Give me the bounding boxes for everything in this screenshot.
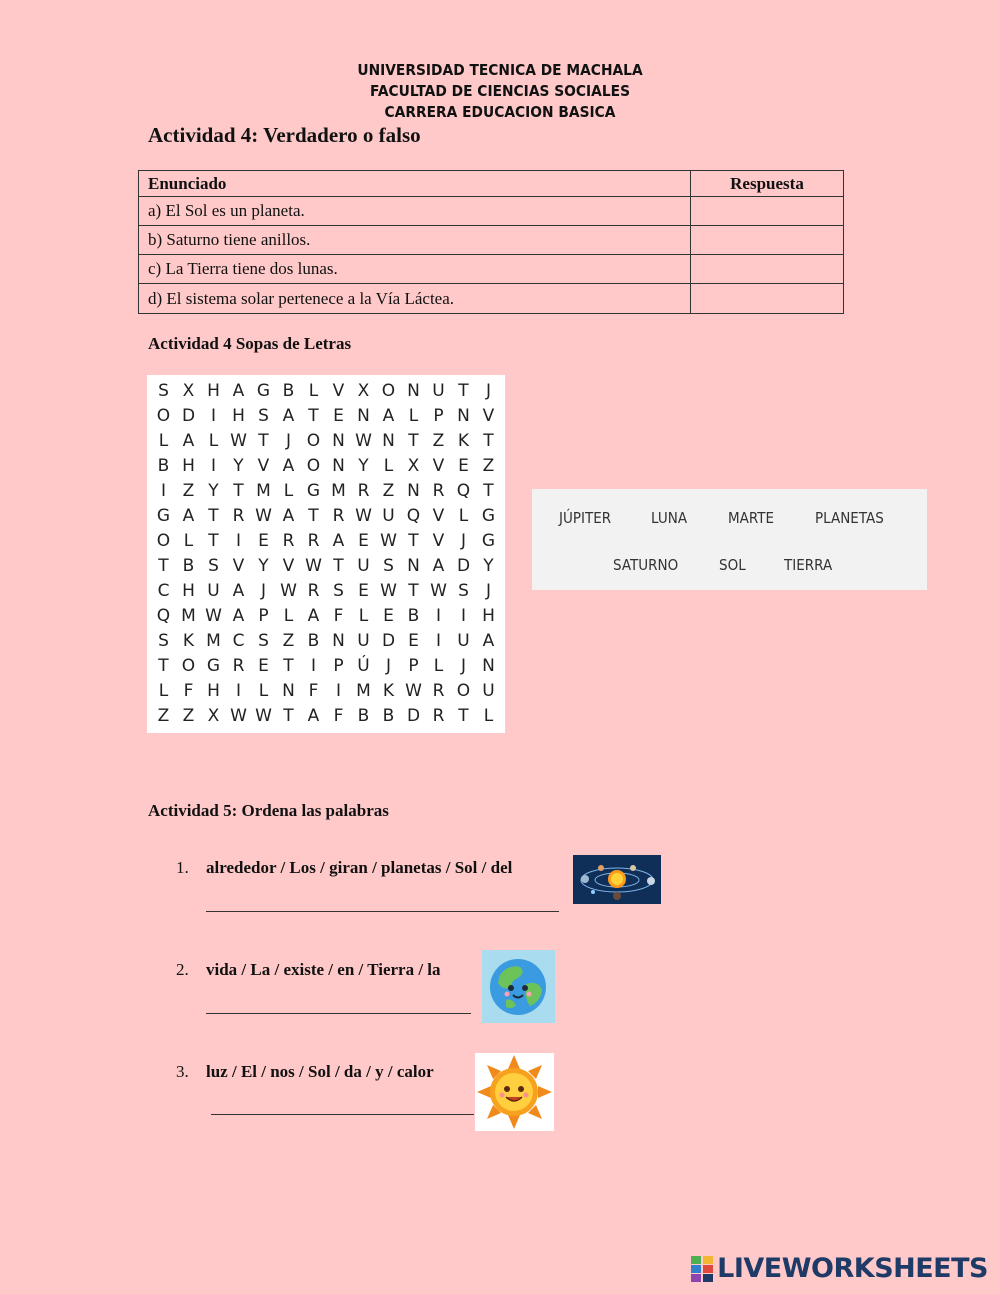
- grid-letter[interactable]: T: [233, 480, 244, 501]
- grid-letter[interactable]: L: [433, 655, 444, 676]
- grid-letter[interactable]: P: [333, 655, 344, 676]
- grid-letter[interactable]: T: [483, 480, 494, 501]
- grid-letter[interactable]: I: [310, 655, 316, 676]
- grid-letter[interactable]: I: [160, 480, 166, 501]
- grid-letter[interactable]: D: [456, 555, 471, 576]
- grid-letter[interactable]: T: [483, 430, 494, 451]
- grid-letter[interactable]: Z: [482, 455, 495, 476]
- answer-cell[interactable]: [691, 197, 844, 226]
- word-bank-item: JÚPITER: [559, 509, 612, 527]
- grid-letter[interactable]: T: [208, 505, 219, 526]
- grid-letter[interactable]: A: [232, 580, 245, 601]
- grid-letter[interactable]: X: [407, 455, 420, 476]
- grid-letter[interactable]: Q: [406, 505, 421, 526]
- grid-letter[interactable]: S: [158, 380, 169, 401]
- grid-letter[interactable]: R: [432, 480, 445, 501]
- grid-letter[interactable]: N: [457, 405, 470, 426]
- grid-letter[interactable]: L: [458, 505, 469, 526]
- header-career: CARRERA EDUCACION BASICA: [384, 103, 616, 121]
- grid-letter[interactable]: W: [280, 580, 297, 601]
- grid-letter[interactable]: M: [206, 630, 221, 651]
- item-words: vida / La / existe / en / Tierra / la: [206, 960, 441, 979]
- grid-letter[interactable]: Y: [483, 555, 494, 576]
- table-row: [139, 226, 844, 255]
- grid-letter[interactable]: T: [458, 380, 469, 401]
- grid-letter[interactable]: N: [357, 405, 370, 426]
- grid-letter[interactable]: U: [382, 505, 395, 526]
- grid-letter[interactable]: E: [358, 580, 369, 601]
- grid-letter[interactable]: R: [307, 530, 320, 551]
- grid-letter[interactable]: Ú: [357, 655, 370, 676]
- grid-letter[interactable]: A: [282, 505, 295, 526]
- grid-letter[interactable]: L: [408, 405, 419, 426]
- grid-letter[interactable]: N: [332, 430, 345, 451]
- word-bank-item: LUNA: [651, 509, 688, 527]
- grid-letter[interactable]: T: [333, 555, 344, 576]
- grid-letter[interactable]: L: [208, 430, 219, 451]
- grid-letter[interactable]: T: [408, 530, 419, 551]
- grid-letter[interactable]: H: [482, 605, 495, 626]
- grid-letter[interactable]: J: [485, 580, 491, 601]
- grid-letter[interactable]: A: [432, 555, 445, 576]
- grid-letter[interactable]: S: [158, 630, 169, 651]
- grid-letter[interactable]: A: [307, 705, 320, 726]
- table-row: [139, 284, 844, 314]
- grid-letter[interactable]: E: [383, 605, 394, 626]
- grid-letter[interactable]: D: [406, 705, 421, 726]
- wordsearch-grid[interactable]: [147, 375, 505, 733]
- grid-letter[interactable]: K: [382, 680, 395, 701]
- grid-letter[interactable]: U: [207, 580, 220, 601]
- answer-cell[interactable]: [691, 284, 844, 314]
- grid-letter[interactable]: Q: [456, 480, 471, 501]
- grid-letter[interactable]: L: [183, 530, 194, 551]
- grid-letter[interactable]: M: [181, 605, 196, 626]
- grid-letter[interactable]: E: [408, 630, 419, 651]
- word-bank-item: PLANETAS: [815, 509, 884, 527]
- header-faculty: FACULTAD DE CIENCIAS SOCIALES: [369, 82, 631, 100]
- grid-letter[interactable]: A: [232, 380, 245, 401]
- grid-letter[interactable]: R: [432, 705, 445, 726]
- grid-letter[interactable]: T: [408, 430, 419, 451]
- grid-letter[interactable]: J: [260, 580, 266, 601]
- grid-letter[interactable]: I: [235, 680, 241, 701]
- grid-letter[interactable]: H: [182, 580, 195, 601]
- grid-letter[interactable]: R: [307, 580, 320, 601]
- statement-cell: b) Saturno tiene anillos.: [139, 226, 691, 255]
- grid-letter[interactable]: T: [158, 655, 169, 676]
- grid-letter[interactable]: G: [256, 380, 271, 401]
- grid-letter[interactable]: I: [435, 605, 441, 626]
- wordsearch-title: Actividad 4 Sopas de Letras: [148, 334, 352, 353]
- grid-letter[interactable]: Z: [182, 480, 195, 501]
- grid-letter[interactable]: L: [158, 680, 169, 701]
- item-number: 3.: [176, 1062, 189, 1081]
- grid-letter[interactable]: O: [181, 655, 196, 676]
- grid-letter[interactable]: S: [383, 555, 394, 576]
- grid-letter[interactable]: G: [206, 655, 221, 676]
- grid-letter[interactable]: H: [182, 455, 195, 476]
- grid-letter[interactable]: A: [382, 405, 395, 426]
- grid-letter[interactable]: I: [335, 680, 341, 701]
- grid-letter[interactable]: W: [380, 580, 397, 601]
- grid-letter[interactable]: T: [258, 430, 269, 451]
- grid-letter[interactable]: E: [358, 530, 369, 551]
- answer-cell[interactable]: [691, 255, 844, 284]
- grid-letter[interactable]: L: [258, 680, 269, 701]
- grid-letter[interactable]: J: [460, 655, 466, 676]
- grid-letter[interactable]: K: [457, 430, 470, 451]
- item-words: alrededor / Los / giran / planetas / Sol / del: [206, 858, 513, 877]
- grid-letter[interactable]: W: [405, 680, 422, 701]
- grid-letter[interactable]: J: [285, 430, 291, 451]
- statement-cell: a) El Sol es un planeta.: [139, 197, 691, 226]
- grid-letter[interactable]: I: [210, 405, 216, 426]
- activity5-title: Actividad 5: Ordena las palabras: [148, 801, 389, 820]
- word-bank-item: SOL: [719, 556, 746, 574]
- grid-letter[interactable]: E: [258, 655, 269, 676]
- true-false-table: [138, 170, 844, 314]
- grid-letter[interactable]: V: [282, 555, 295, 576]
- grid-letter[interactable]: B: [357, 705, 370, 726]
- grid-letter[interactable]: U: [457, 630, 470, 651]
- grid-letter[interactable]: Z: [432, 430, 445, 451]
- grid-letter[interactable]: R: [232, 505, 245, 526]
- answer-line[interactable]: [206, 911, 559, 912]
- grid-letter[interactable]: N: [407, 555, 420, 576]
- solar-system-icon: [573, 855, 661, 904]
- grid-letter[interactable]: A: [307, 605, 320, 626]
- grid-letter[interactable]: B: [157, 455, 170, 476]
- grid-letter[interactable]: G: [481, 505, 496, 526]
- statement-cell: c) La Tierra tiene dos lunas.: [139, 255, 691, 284]
- grid-letter[interactable]: U: [432, 380, 445, 401]
- item-number: 2.: [176, 960, 189, 979]
- grid-letter[interactable]: E: [333, 405, 344, 426]
- grid-letter[interactable]: Z: [182, 705, 195, 726]
- grid-letter[interactable]: O: [381, 380, 396, 401]
- grid-letter[interactable]: C: [157, 580, 170, 601]
- grid-letter[interactable]: Y: [233, 455, 244, 476]
- grid-letter[interactable]: G: [156, 505, 171, 526]
- grid-letter[interactable]: R: [357, 480, 370, 501]
- activity4-title: Actividad 4: Verdadero o falso: [148, 123, 421, 147]
- col-statement-header: Enunciado: [139, 171, 691, 197]
- document-header: [0, 60, 1000, 123]
- grid-letter[interactable]: A: [332, 530, 345, 551]
- grid-letter[interactable]: O: [306, 455, 321, 476]
- grid-letter[interactable]: B: [407, 605, 420, 626]
- grid-letter[interactable]: T: [408, 580, 419, 601]
- grid-letter[interactable]: U: [482, 680, 495, 701]
- grid-letter[interactable]: W: [380, 530, 397, 551]
- grid-letter[interactable]: B: [307, 630, 320, 651]
- grid-letter[interactable]: S: [258, 630, 269, 651]
- grid-letter[interactable]: X: [357, 380, 370, 401]
- grid-letter[interactable]: M: [256, 480, 271, 501]
- grid-letter[interactable]: G: [481, 530, 496, 551]
- grid-letter[interactable]: Z: [157, 705, 170, 726]
- grid-letter[interactable]: I: [460, 605, 466, 626]
- grid-letter[interactable]: A: [182, 430, 195, 451]
- grid-letter[interactable]: D: [181, 405, 196, 426]
- grid-letter[interactable]: X: [182, 380, 195, 401]
- header-university: UNIVERSIDAD TECNICA DE MACHALA: [357, 61, 643, 79]
- grid-letter[interactable]: V: [232, 555, 245, 576]
- grid-letter[interactable]: Z: [282, 630, 295, 651]
- grid-letter[interactable]: D: [381, 630, 396, 651]
- liveworksheets-logo: [691, 1253, 988, 1284]
- grid-letter[interactable]: M: [356, 680, 371, 701]
- grid-letter[interactable]: M: [331, 480, 346, 501]
- word-bank-item: TIERRA: [784, 556, 833, 574]
- grid-letter[interactable]: T: [283, 705, 294, 726]
- grid-letter[interactable]: A: [282, 405, 295, 426]
- grid-letter[interactable]: A: [482, 630, 495, 651]
- grid-letter[interactable]: T: [458, 705, 469, 726]
- grid-letter[interactable]: N: [407, 380, 420, 401]
- grid-letter[interactable]: Y: [208, 480, 219, 501]
- grid-letter[interactable]: L: [283, 480, 294, 501]
- grid-letter[interactable]: V: [432, 455, 445, 476]
- grid-letter[interactable]: T: [308, 405, 319, 426]
- grid-letter[interactable]: O: [156, 405, 171, 426]
- grid-letter[interactable]: A: [282, 455, 295, 476]
- answer-line[interactable]: [206, 1013, 471, 1014]
- grid-letter[interactable]: R: [282, 530, 295, 551]
- grid-letter[interactable]: O: [156, 530, 171, 551]
- grid-letter[interactable]: G: [306, 480, 321, 501]
- grid-letter[interactable]: N: [482, 655, 495, 676]
- grid-letter[interactable]: Z: [382, 480, 395, 501]
- grid-letter[interactable]: O: [306, 430, 321, 451]
- grid-letter[interactable]: C: [232, 630, 245, 651]
- earth-icon: [482, 950, 555, 1023]
- word-bank: [532, 489, 927, 590]
- grid-letter[interactable]: W: [305, 555, 322, 576]
- item-number: 1.: [176, 858, 189, 877]
- grid-letter[interactable]: N: [332, 455, 345, 476]
- grid-letter[interactable]: V: [432, 530, 445, 551]
- grid-letter[interactable]: I: [210, 455, 216, 476]
- grid-letter[interactable]: T: [283, 655, 294, 676]
- grid-letter[interactable]: E: [458, 455, 469, 476]
- grid-letter[interactable]: A: [182, 505, 195, 526]
- grid-letter[interactable]: J: [485, 380, 491, 401]
- logo-text: LIVEWORKSHEETS: [717, 1253, 988, 1284]
- grid-letter[interactable]: B: [382, 705, 395, 726]
- grid-letter[interactable]: V: [332, 380, 345, 401]
- grid-letter[interactable]: R: [332, 505, 345, 526]
- item-words: luz / El / nos / Sol / da / y / calor: [206, 1062, 434, 1081]
- grid-letter[interactable]: S: [258, 405, 269, 426]
- grid-letter[interactable]: H: [207, 680, 220, 701]
- grid-letter[interactable]: R: [232, 655, 245, 676]
- grid-letter[interactable]: L: [308, 380, 319, 401]
- grid-letter[interactable]: L: [383, 455, 394, 476]
- grid-letter[interactable]: T: [158, 555, 169, 576]
- grid-letter[interactable]: F: [308, 680, 319, 701]
- grid-letter[interactable]: X: [207, 705, 220, 726]
- grid-letter[interactable]: Y: [358, 455, 369, 476]
- grid-letter[interactable]: W: [355, 505, 372, 526]
- grid-letter[interactable]: W: [205, 605, 222, 626]
- grid-letter[interactable]: B: [282, 380, 295, 401]
- word-bank-item: MARTE: [728, 509, 775, 527]
- table-row: [139, 197, 844, 226]
- col-answer-header: Respuesta: [691, 171, 844, 197]
- grid-letter[interactable]: W: [255, 505, 272, 526]
- grid-letter[interactable]: L: [158, 430, 169, 451]
- grid-letter[interactable]: F: [333, 605, 344, 626]
- statement-cell: d) El sistema solar pertenece a la Vía Láctea.: [139, 284, 691, 314]
- sun-icon: [475, 1053, 554, 1131]
- grid-letter[interactable]: H: [207, 380, 220, 401]
- grid-letter[interactable]: J: [460, 530, 466, 551]
- grid-letter[interactable]: W: [430, 580, 447, 601]
- grid-letter[interactable]: S: [208, 555, 219, 576]
- grid-letter[interactable]: T: [308, 505, 319, 526]
- grid-letter[interactable]: S: [458, 580, 469, 601]
- answer-line[interactable]: [211, 1114, 474, 1115]
- table-header-row: [139, 171, 844, 197]
- grid-letter[interactable]: N: [407, 480, 420, 501]
- grid-letter[interactable]: F: [333, 705, 344, 726]
- grid-letter[interactable]: P: [433, 405, 444, 426]
- grid-letter[interactable]: W: [355, 430, 372, 451]
- grid-letter[interactable]: O: [456, 680, 471, 701]
- answer-cell[interactable]: [691, 226, 844, 255]
- grid-letter[interactable]: W: [230, 705, 247, 726]
- grid-letter[interactable]: K: [182, 630, 195, 651]
- grid-letter[interactable]: B: [182, 555, 195, 576]
- grid-letter[interactable]: V: [432, 505, 445, 526]
- grid-letter[interactable]: E: [258, 530, 269, 551]
- grid-letter[interactable]: N: [282, 680, 295, 701]
- grid-letter[interactable]: P: [258, 605, 269, 626]
- grid-letter[interactable]: L: [283, 605, 294, 626]
- grid-letter[interactable]: R: [432, 680, 445, 701]
- grid-letter[interactable]: L: [358, 605, 369, 626]
- grid-letter[interactable]: F: [183, 680, 194, 701]
- grid-letter[interactable]: V: [257, 455, 270, 476]
- grid-letter[interactable]: I: [235, 530, 241, 551]
- grid-letter[interactable]: U: [357, 630, 370, 651]
- grid-letter[interactable]: V: [482, 405, 495, 426]
- grid-letter[interactable]: L: [483, 705, 494, 726]
- grid-letter[interactable]: N: [332, 630, 345, 651]
- grid-letter[interactable]: Y: [258, 555, 269, 576]
- grid-letter[interactable]: N: [382, 430, 395, 451]
- grid-letter[interactable]: I: [435, 630, 441, 651]
- grid-letter[interactable]: P: [408, 655, 419, 676]
- grid-letter[interactable]: J: [385, 655, 391, 676]
- grid-letter[interactable]: A: [232, 605, 245, 626]
- grid-letter[interactable]: H: [232, 405, 245, 426]
- grid-letter[interactable]: W: [255, 705, 272, 726]
- grid-letter[interactable]: T: [208, 530, 219, 551]
- grid-letter[interactable]: Q: [156, 605, 171, 626]
- word-bank-item: SATURNO: [613, 556, 679, 574]
- table-row: [139, 255, 844, 284]
- grid-letter[interactable]: W: [230, 430, 247, 451]
- liveworksheets-mark-icon: [691, 1256, 713, 1282]
- grid-letter[interactable]: S: [333, 580, 344, 601]
- grid-letter[interactable]: U: [357, 555, 370, 576]
